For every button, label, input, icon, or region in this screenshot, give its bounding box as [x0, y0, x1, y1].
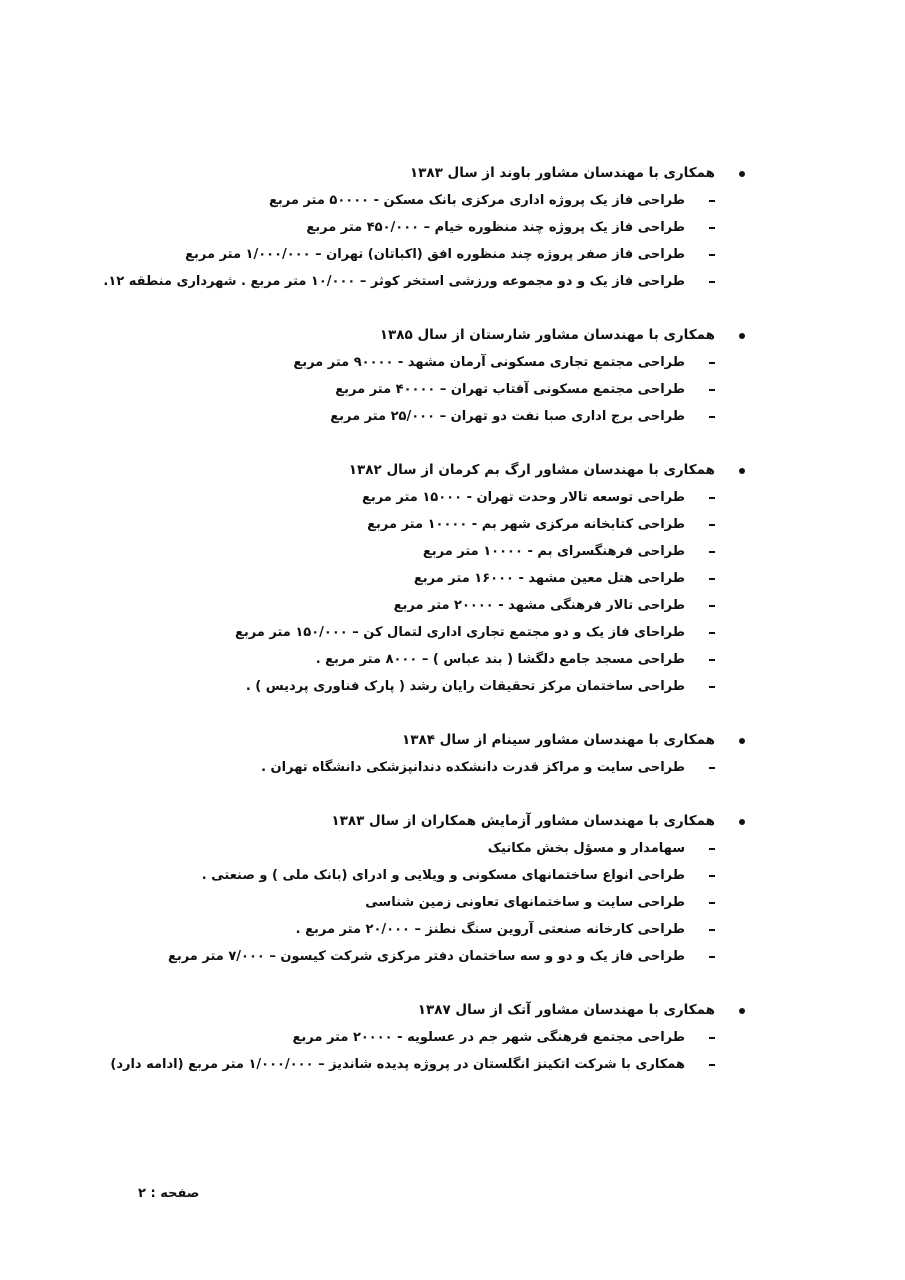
list-item-text: طراحی برج اداری صبا نفت دو تهران – ۲۵/۰۰۰ متر مربع	[330, 409, 685, 424]
bullet-icon	[739, 171, 745, 177]
dash-icon	[709, 497, 715, 499]
section-heading-text: همکاری با مهندسان مشاور سینام از سال ۱۳۸۴	[402, 732, 715, 748]
dash-icon	[709, 848, 715, 850]
dash-icon	[709, 389, 715, 391]
dash-icon	[709, 578, 715, 580]
list-item-text: طراحی مجتمع تجاری مسکونی آرمان مشهد - ۹۰۰۰۰ متر مربع	[293, 355, 685, 370]
experience-section	[130, 457, 745, 700]
list-item-text: طراحی تالار فرهنگی مشهد - ۲۰۰۰۰ متر مربع	[393, 598, 685, 613]
page-number: صفحه : ۲	[138, 1186, 200, 1201]
list-item-text: طراحی کتابخانه مرکزی شهر بم - ۱۰۰۰۰ متر مربع	[367, 517, 685, 532]
dash-icon	[709, 659, 715, 661]
dash-icon	[709, 281, 715, 283]
list-item-text: طراحی انواع ساختمانهای مسکونی و ویلایی و ادرای (بانک ملی ) و صنعتی .	[201, 868, 685, 883]
list-item-text: طراحی ساختمان مرکز تحقیقات رایان رشد ( پارک فناوری پردیس ) .	[245, 679, 685, 694]
dash-icon	[709, 1064, 715, 1066]
section-heading-text: همکاری با مهندسان مشاور آزمایش همکاران از سال ۱۳۸۳	[331, 813, 715, 829]
section-heading	[130, 727, 745, 754]
list-item	[130, 889, 745, 916]
experience-section	[130, 808, 745, 970]
list-item	[130, 916, 745, 943]
list-item-text: طراحی فاز یک پروژه اداری مرکزی بانک مسکن - ۵۰۰۰۰ متر مربع	[269, 193, 685, 208]
section-heading-text: همکاری با مهندسان مشاور آتک از سال ۱۳۸۷	[417, 1002, 715, 1018]
list-item-text: طراحی فاز صفر پروژه چند منظوره افق (اکباتان) تهران – ۱/۰۰۰/۰۰۰ متر مربع	[185, 247, 685, 262]
dash-icon	[709, 929, 715, 931]
project-list	[130, 754, 745, 781]
project-list	[110, 1024, 745, 1078]
list-item-text: طراحی سایت و مراکز قدرت دانشکده دندانپزشکی دانشگاه تهران .	[261, 760, 685, 775]
list-item-text: طراحی سایت و ساختمانهای تعاونی زمین شناسی	[365, 895, 685, 910]
list-item	[130, 646, 745, 673]
experience-section	[130, 322, 745, 430]
dash-icon	[709, 254, 715, 256]
list-item	[130, 673, 745, 700]
list-item	[130, 592, 745, 619]
list-item-text: طراحی مجتمع مسکونی آفتاب تهران – ۴۰۰۰۰ متر مربع	[335, 382, 685, 397]
list-item	[130, 349, 745, 376]
section-heading	[130, 997, 745, 1024]
list-item	[130, 1024, 745, 1051]
list-item	[130, 403, 745, 430]
bullet-icon	[739, 468, 745, 474]
dash-icon	[709, 551, 715, 553]
experience-section	[110, 997, 745, 1078]
section-heading	[130, 160, 745, 187]
list-item	[130, 484, 745, 511]
list-item	[130, 862, 745, 889]
list-item	[130, 538, 745, 565]
bullet-icon	[739, 819, 745, 825]
list-item	[130, 619, 745, 646]
dash-icon	[709, 362, 715, 364]
list-item	[110, 1051, 745, 1078]
dash-icon	[709, 956, 715, 958]
dash-icon	[709, 902, 715, 904]
list-item-text: طراحی هتل معین مشهد - ۱۶۰۰۰ متر مربع	[413, 571, 685, 586]
section-heading	[130, 322, 745, 349]
list-item-text: طراحی توسعه تالار وحدت تهران - ۱۵۰۰۰ متر مربع	[361, 490, 685, 505]
section-heading-text: همکاری با مهندسان مشاور ارگ بم کرمان از سال ۱۳۸۲	[348, 462, 715, 478]
section-heading	[130, 808, 745, 835]
list-item	[130, 835, 745, 862]
list-item	[130, 565, 745, 592]
experience-section	[103, 160, 745, 295]
project-list	[130, 349, 745, 430]
dash-icon	[709, 875, 715, 877]
list-item	[130, 241, 745, 268]
list-item	[130, 943, 745, 970]
project-list	[103, 187, 745, 295]
dash-icon	[709, 227, 715, 229]
bullet-icon	[739, 333, 745, 339]
project-list	[130, 484, 745, 700]
section-heading-text: همکاری با مهندسان مشاور شارستان از سال ۱۳۸۵	[379, 327, 715, 343]
list-item	[130, 187, 745, 214]
dash-icon	[709, 767, 715, 769]
list-item	[130, 511, 745, 538]
list-item-text: طراحای فاز یک و دو مجتمع تجاری اداری لتمال کن – ۱۵۰/۰۰۰ متر مربع	[234, 625, 685, 640]
project-list	[130, 835, 745, 970]
dash-icon	[709, 632, 715, 634]
list-item	[103, 268, 745, 295]
dash-icon	[709, 686, 715, 688]
list-item-text: طراحی مجتمع فرهنگی شهر جم در عسلویه - ۲۰۰۰۰ متر مربع	[292, 1030, 685, 1045]
list-item-text: طراحی کارخانه صنعتی آروین سنگ نطنز – ۲۰/۰۰۰ متر مربع .	[295, 922, 685, 937]
dash-icon	[709, 605, 715, 607]
list-item-text: همکاری با شرکت اتکینز انگلستان در پروژه پدیده شاندیز – ۱/۰۰۰/۰۰۰ متر مربع (ادامه دارد)	[110, 1057, 685, 1072]
list-item-text: طراحی فاز یک و دو و سه ساختمان دفتر مرکزی شرکت کیسون – ۷/۰۰۰ متر مربع	[167, 949, 685, 964]
list-item	[130, 754, 745, 781]
list-item-text: طراحی فاز یک و دو مجموعه ورزشی استخر کوثر – ۱۰/۰۰۰ متر مربع . شهرداری منطقه ۱۲.	[103, 274, 685, 289]
section-heading-text: همکاری با مهندسان مشاور باوند از سال ۱۳۸۳	[409, 165, 715, 181]
bullet-icon	[739, 738, 745, 744]
experience-section	[130, 727, 745, 781]
dash-icon	[709, 524, 715, 526]
dash-icon	[709, 1037, 715, 1039]
list-item-text: سهامدار و مسؤل بخش مکانیک	[487, 841, 685, 856]
dash-icon	[709, 200, 715, 202]
section-heading	[130, 457, 745, 484]
dash-icon	[709, 416, 715, 418]
list-item-text: طراحی مسجد جامع دلگشا ( بند عباس ) – ۸۰۰۰ متر مربع .	[315, 652, 685, 667]
list-item-text: طراحی فاز یک پروژه چند منظوره خیام – ۴۵۰/۰۰۰ متر مربع	[306, 220, 685, 235]
document-page	[103, 160, 745, 1105]
list-item-text: طراحی فرهنگسرای بم - ۱۰۰۰۰ متر مربع	[422, 544, 685, 559]
list-item	[130, 214, 745, 241]
bullet-icon	[739, 1008, 745, 1014]
list-item	[130, 376, 745, 403]
